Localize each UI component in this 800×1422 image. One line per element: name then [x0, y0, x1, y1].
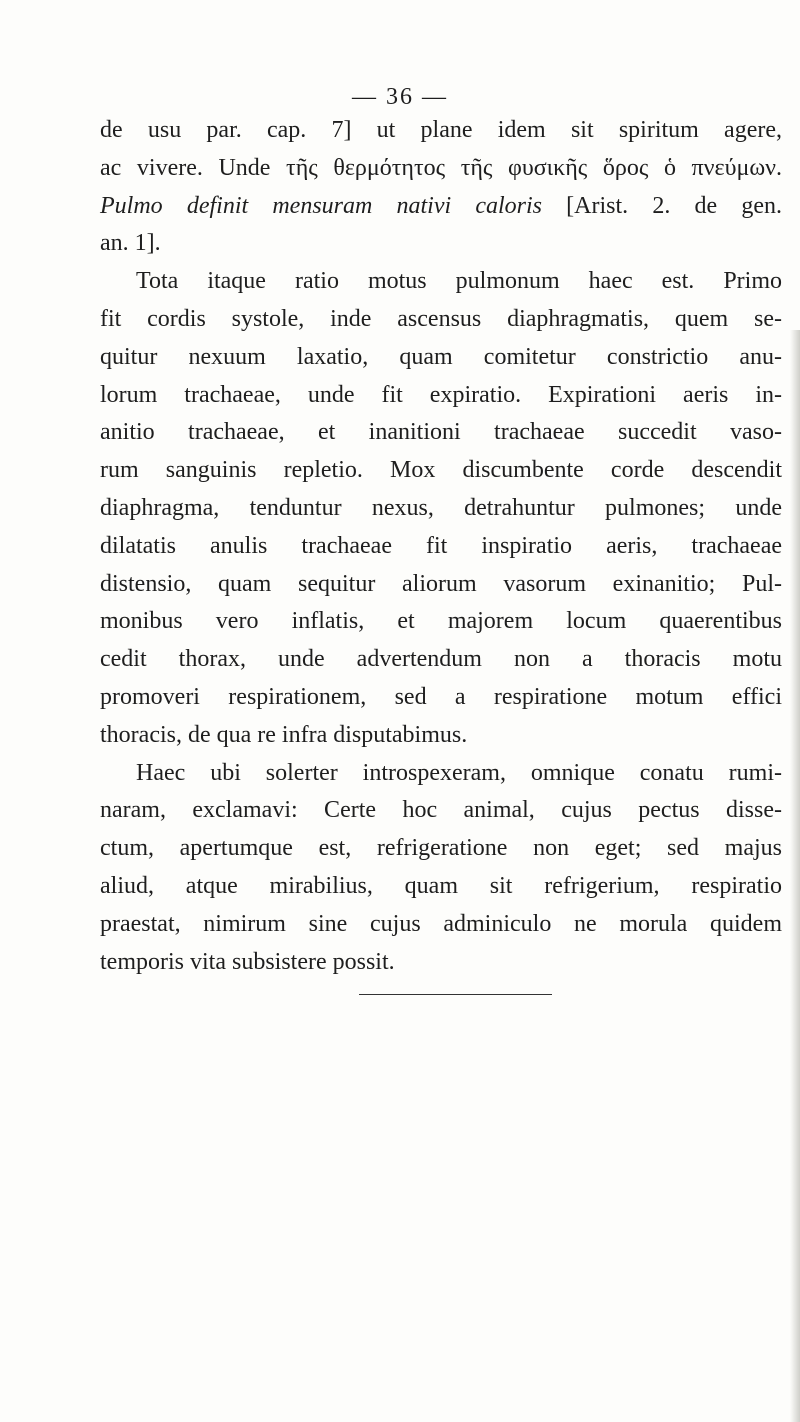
text-line: thoracis, de qua re infra disputabimus.: [100, 721, 468, 748]
text-line: an. 1].: [100, 230, 161, 257]
text-line: lorum trachaeae, unde fit expiratio. Expirationi aeris in-: [100, 381, 782, 408]
text-line: promoveri respirationem, sed a respiratione motum effici: [100, 683, 782, 710]
text-line: dilatatis anulis trachaeae fit inspiratio aeris, trachaeae: [100, 532, 782, 559]
text-line: rum sanguinis repletio. Mox discumbente corde descendit: [100, 457, 782, 484]
text-line: cedit thorax, unde advertendum non a thoracis motu: [100, 646, 782, 673]
text-line: monibus vero inflatis, et majorem locum quaerentibus: [100, 608, 782, 635]
text-line: ac vivere. Unde τῆς θερμότητος τῆς φυσικῆς ὅρος ὁ πνεύμων.: [100, 154, 782, 181]
paragraph-2: [100, 263, 782, 754]
text-line: quitur nexuum laxatio, quam comitetur constrictio anu-: [100, 343, 782, 370]
paragraph-3: [100, 755, 782, 982]
text-line: Haec ubi solerter introspexeram, omnique conatu rumi-: [136, 759, 782, 786]
text-line: anitio trachaeae, et inanitioni trachaeae succedit vaso-: [100, 419, 782, 446]
text-line-mixed: [100, 188, 782, 226]
text-line: Tota itaque ratio motus pulmonum haec est. Primo: [136, 268, 782, 295]
text-line: de usu par. cap. 7] ut plane idem sit spiritum agere,: [100, 117, 782, 143]
paragraph-1: [100, 112, 782, 263]
section-divider-rule: [359, 994, 552, 995]
body-text: [100, 112, 782, 981]
text-line: fit cordis systole, inde ascensus diaphragmatis, quem se-: [100, 305, 782, 332]
citation-reference: [Arist. 2. de gen.: [542, 192, 782, 219]
text-line: temporis vita subsistere possit.: [100, 948, 395, 975]
text-line: ctum, apertumque est, refrigeratione non eget; sed majus: [100, 835, 782, 862]
text-line: distensio, quam sequitur aliorum vasorum exinanitio; Pul-: [100, 570, 782, 597]
page-number: — 36 —: [352, 84, 448, 110]
italic-citation: Pulmo definit mensuram nativi caloris: [100, 192, 542, 219]
text-line: praestat, nimirum sine cujus adminiculo ne morula quidem: [100, 910, 782, 937]
page-edge-shadow: [790, 330, 800, 1422]
text-line: naram, exclamavi: Certe hoc animal, cujus pectus disse-: [100, 797, 782, 824]
text-line: aliud, atque mirabilius, quam sit refrigerium, respiratio: [100, 872, 782, 899]
text-line: diaphragma, tenduntur nexus, detrahuntur pulmones; unde: [100, 494, 782, 521]
